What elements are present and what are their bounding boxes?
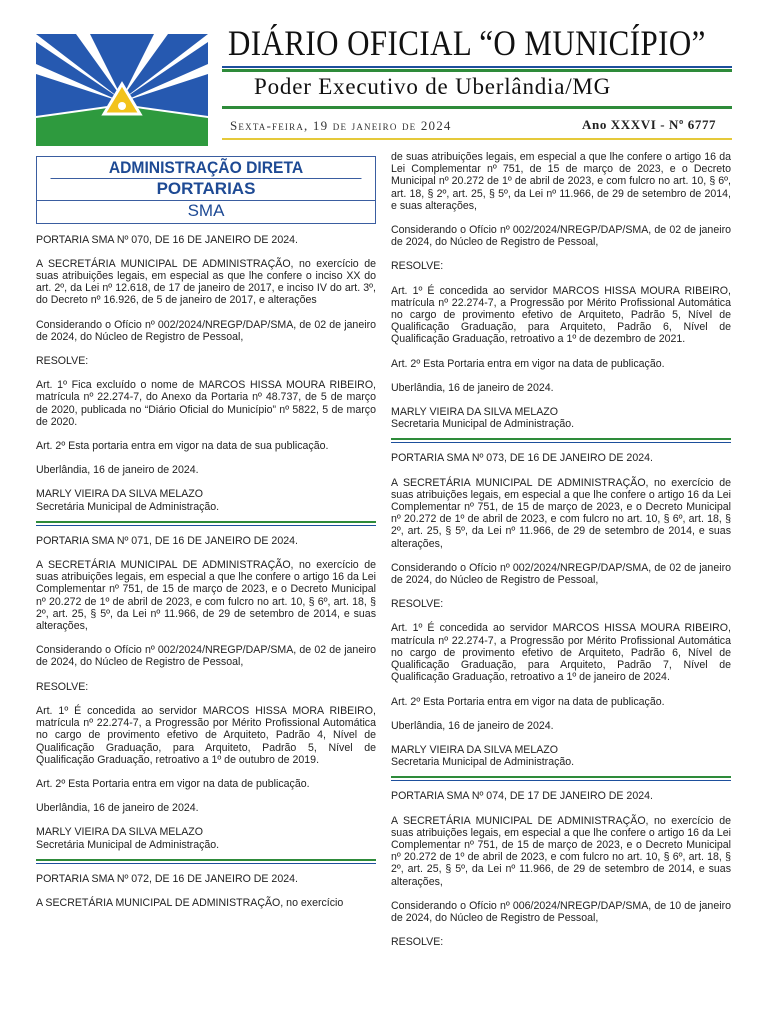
portaria-divider: [36, 521, 376, 526]
publication-date: Sexta-feira, 19 de janeiro de 2024: [230, 118, 452, 133]
portaria-title: PORTARIA SMA Nº 074, DE 17 DE JANEIRO DE 2024.: [391, 790, 653, 803]
portaria-resolve: RESOLVE:: [391, 598, 444, 611]
section-subtitle: PORTARIAS: [37, 179, 375, 201]
signer-role: Secretaria Municipal de Administração.: [391, 418, 575, 431]
portaria-paragraph: A SECRETÁRIA MUNICIPAL DE ADMINISTRAÇÃO, no exercício de suas atribuições legais, em especial as que lhe confere o inciso XX do art. 2º, da Lei nº 12.618, de 17 de janeiro de 2017, e inciso IV do art. 3º, do Decreto nº 16.926, de 5 de janeiro de 2017, e alterações: [36, 257, 376, 307]
left-column: [36, 156, 376, 921]
portaria-title: PORTARIA SMA Nº 073, DE 16 DE JANEIRO DE 2024.: [391, 452, 653, 465]
signer-name: MARLY VIEIRA DA SILVA MELAZO: [391, 406, 559, 419]
section-title: ADMINISTRAÇÃO DIRETA: [51, 157, 362, 179]
portaria-divider: [36, 859, 376, 864]
portaria-paragraph: A SECRETÁRIA MUNICIPAL DE ADMINISTRAÇÃO, no exercício de suas atribuições legais, em especial a que lhe confere o artigo 16 da Lei Complementar nº 751, de 15 de março de 2023, e o Decreto Municipal nº 20.272 de 1º de abril de 2023, e com fulcro no art. 10, § 6º, art. 18, § 2º, art. 25, § 5º, da Lei nº 11.966, de 29 de setembro de 2014, e suas alterações,: [36, 559, 376, 633]
portaria-072-start: [36, 873, 376, 909]
portaria-072-continued: [391, 151, 731, 430]
portaria-resolve: RESOLVE:: [36, 680, 89, 693]
signer-name: MARLY VIEIRA DA SILVA MELAZO: [36, 826, 204, 839]
portaria-resolve: RESOLVE:: [391, 936, 444, 949]
section-header-box: [36, 156, 376, 224]
portaria-paragraph: Considerando o Ofício nº 002/2024/NREGP/DAP/SMA, de 02 de janeiro de 2024, do Núcleo de Registro de Pessoal,: [36, 644, 376, 669]
signer-role: Secretaria Municipal de Administração.: [391, 756, 575, 769]
uberlandia-flag-logo: [36, 34, 208, 146]
header-rule-green-top: [222, 69, 732, 72]
signer-role: Secretária Municipal de Administração.: [36, 838, 220, 851]
portaria-title: PORTARIA SMA Nº 072, DE 16 DE JANEIRO DE 2024.: [36, 872, 298, 885]
portaria-article: Art. 2º Esta Portaria entra em vigor na data de publicação.: [36, 777, 310, 790]
portaria-073: [391, 452, 731, 768]
portaria-paragraph: Considerando o Ofício nº 002/2024/NREGP/DAP/SMA, de 02 de janeiro de 2024, do Núcleo de Registro de Pessoal,: [391, 224, 731, 249]
portaria-article: Art. 1º É concedida ao servidor MARCOS HISSA MORA RIBEIRO, matrícula nº 22.274-7, a Progressão por Mérito Profissional Automática no cargo de provimento efetivo de Arquiteto, Padrão 4, Nível de Qualificação Graduação, para Arquiteto, Padrão 5, Nível de Qualificação Graduação, retroativo a 1º de outubro de 2019.: [36, 704, 376, 766]
portaria-071: [36, 535, 376, 851]
portaria-paragraph: Considerando o Ofício nº 002/2024/NREGP/DAP/SMA, de 02 de janeiro de 2024, do Núcleo de Registro de Pessoal,: [36, 318, 376, 343]
portaria-074: [391, 790, 731, 948]
portaria-article: Art. 2º Esta Portaria entra em vigor na data de publicação.: [391, 357, 665, 370]
portaria-article: Art. 1º É concedida ao servidor MARCOS HISSA MOURA RIBEIRO, matrícula nº 22.274-7, a Progressão por Mérito Profissional Automática no cargo de provimento efetivo de Arquiteto, Padrão 5, Nível de Qualificação Graduação, para Arquiteto, Padrão 6, Nível de Qualificação Graduação, retroativo a 1º de dezembro de 2021.: [391, 284, 731, 346]
signer-name: MARLY VIEIRA DA SILVA MELAZO: [391, 743, 559, 756]
portaria-place-date: Uberlândia, 16 de janeiro de 2024.: [391, 719, 554, 732]
portaria-divider: [391, 438, 731, 443]
header-rule-blue: [222, 66, 732, 68]
portaria-place-date: Uberlândia, 16 de janeiro de 2024.: [391, 381, 554, 394]
header-rule-green-bottom: [222, 106, 732, 109]
header-rule-yellow: [222, 138, 732, 140]
portaria-resolve: RESOLVE:: [36, 355, 89, 368]
newspaper-subtitle: Poder Executivo de Uberlândia/MG: [254, 74, 612, 99]
portaria-article: Art. 2º Esta portaria entra em vigor na data de sua publicação.: [36, 440, 329, 453]
section-department: SMA: [187, 201, 225, 221]
portaria-paragraph: de suas atribuições legais, em especial a que lhe confere o artigo 16 da Lei Complementar nº 751, de 15 de março de 2023, e o Decreto Municipal nº 20.272 de 1º de abril de 2023, e com fulcro no art. 10, § 6º, art. 18, § 2º, art. 25, § 5º, da Lei nº 11.966, de 29 de setembro de 2014, e suas alterações,: [391, 151, 731, 212]
portaria-article: Art. 1º Fica excluído o nome de MARCOS HISSA MOURA RIBEIRO, matrícula nº 22.274-7, do Anexo da Portaria nº 48.737, de 5 de março de 2020, publicada no “Diário Oficial do Município” nº 5822, 5 de março de 2020.: [36, 379, 376, 428]
portaria-paragraph: A SECRETÁRIA MUNICIPAL DE ADMINISTRAÇÃO, no exercício de suas atribuições legais, em especial a que lhe confere o artigo 16 da Lei Complementar nº 751, de 15 de março de 2023, e o Decreto Municipal nº 20.272 de 1º de abril de 2023, e com fulcro no art. 10, § 6º, art. 18, § 2º, art. 25, § 5º, da Lei nº 11.966, de 29 de setembro de 2014, e suas alterações,: [391, 476, 731, 550]
flag-icon: [36, 34, 208, 146]
newspaper-title: DIÁRIO OFICIAL “O MUNICÍPIO”: [228, 23, 706, 63]
signer-role: Secretária Municipal de Administração.: [36, 500, 220, 513]
portaria-title: PORTARIA SMA Nº 071, DE 16 DE JANEIRO DE 2024.: [36, 534, 298, 547]
portaria-resolve: RESOLVE:: [391, 260, 444, 273]
portaria-title: PORTARIA SMA Nº 070, DE 16 DE JANEIRO DE 2024.: [36, 233, 298, 246]
portaria-paragraph: Considerando o Ofício nº 006/2024/NREGP/DAP/SMA, de 10 de janeiro de 2024, do Núcleo de Registro de Pessoal,: [391, 899, 731, 924]
portaria-divider: [391, 776, 731, 781]
right-column: [391, 151, 731, 960]
edition-number: Ano XXXVI - Nº 6777: [582, 117, 717, 132]
portaria-article: Art. 1º É concedida ao servidor MARCOS HISSA MOURA RIBEIRO, matrícula nº 22.274-7, a Progressão por Mérito Profissional Automática no cargo de provimento efetivo de Arquiteto, Padrão 6, Nível de Qualificação Graduação, para Arquiteto, Padrão 7, Nível de Qualificação Graduação, retroativo a 1º de janeiro de 2024.: [391, 622, 731, 684]
portaria-paragraph: A SECRETÁRIA MUNICIPAL DE ADMINISTRAÇÃO, no exercício de suas atribuições legais, em especial a que lhe confere o artigo 16 da Lei Complementar nº 751, de 15 de março de 2023, e o Decreto Municipal nº 20.272 de 1º de abril de 2023, e com fulcro no art. 10, § 6º, art. 18, § 2º, art. 25, § 5º, da Lei nº 11.966, de 29 de setembro de 2014, e suas alterações,: [391, 814, 731, 888]
signer-name: MARLY VIEIRA DA SILVA MELAZO: [36, 488, 204, 501]
portaria-070: [36, 234, 376, 513]
portaria-article: Art. 2º Esta Portaria entra em vigor na data de publicação.: [391, 695, 665, 708]
portaria-paragraph: A SECRETÁRIA MUNICIPAL DE ADMINISTRAÇÃO, no exercício: [36, 896, 344, 909]
portaria-place-date: Uberlândia, 16 de janeiro de 2024.: [36, 464, 199, 477]
portaria-place-date: Uberlândia, 16 de janeiro de 2024.: [36, 802, 199, 815]
portaria-paragraph: Considerando o Ofício nº 002/2024/NREGP/DAP/SMA, de 02 de janeiro de 2024, do Núcleo de Registro de Pessoal,: [391, 561, 731, 587]
